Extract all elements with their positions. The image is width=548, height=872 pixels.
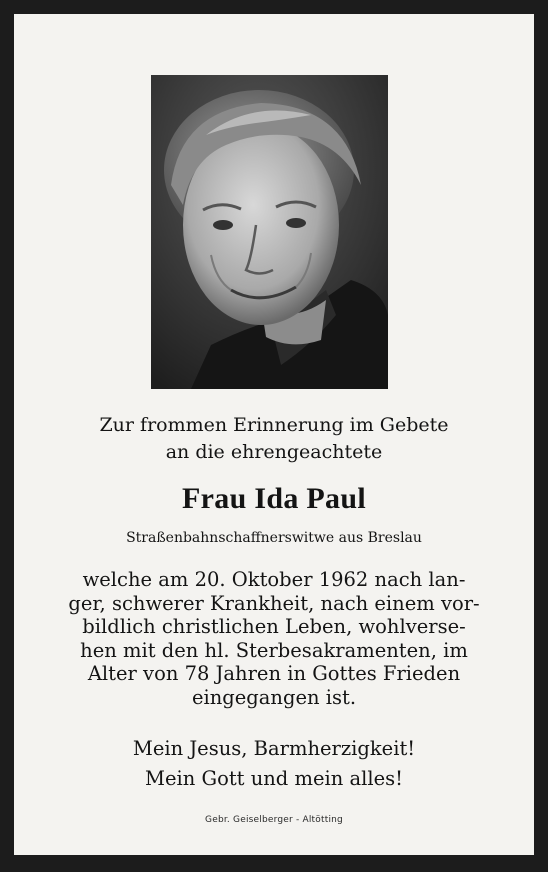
obituary-line: eingegangen ist. (191, 685, 357, 709)
obituary-line: Alter von 78 Jahren in Gottes Frieden (87, 662, 461, 685)
prayer-text (14, 734, 534, 794)
deceased-name: Frau Ida Paul (182, 482, 366, 515)
prayer-line-2: Mein Gott und mein alles! (145, 767, 403, 790)
printer-imprint: Gebr. Geiselberger - Altötting (205, 815, 343, 825)
intro-line-2: an die ehrengeachtete (165, 441, 383, 463)
obituary-line: bildlich christlichen Leben, wohlverse- (82, 615, 466, 638)
memorial-card (14, 14, 534, 855)
prayer-line-1: Mein Jesus, Barmherzigkeit! (132, 737, 416, 760)
portrait-photo (151, 75, 388, 389)
intro-line-1: Zur frommen Erinnerung im Gebete (99, 414, 449, 436)
obituary-line: hen mit den hl. Sterbesakramenten, im (80, 638, 468, 662)
obituary-text (14, 568, 534, 709)
obituary-line: ger, schwerer Krankheit, nach einem vor- (68, 591, 480, 615)
intro-text (14, 412, 534, 466)
obituary-line: welche am 20. Oktober 1962 nach lan- (82, 568, 466, 591)
occupation-line: Straßenbahnschaffnerswitwe aus Breslau (126, 530, 422, 546)
portrait-image (151, 75, 388, 389)
